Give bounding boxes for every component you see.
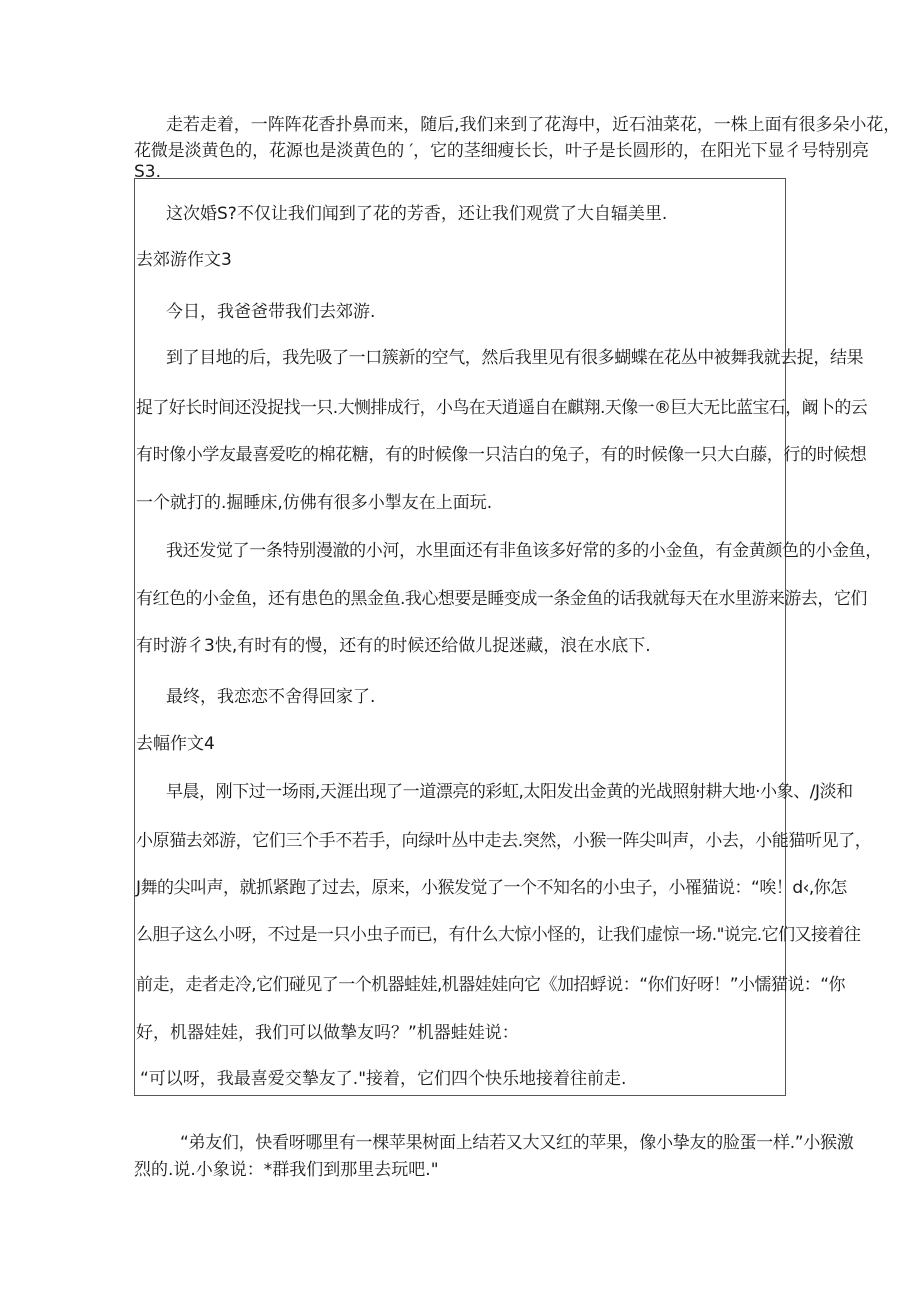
essay-paragraph: 今日，我爸爸带我们去郊游. xyxy=(166,302,376,322)
essay-paragraph-line: 前走，走者走冷,它们碰见了一个机器蛙娃,机器娃娃向它《加招蜉说：“你们好呀！”小懦猫说：“你 xyxy=(136,975,845,995)
essay-paragraph-line: J舞的尖叫声，就抓紧跑了过去，原来，小猴发觉了一个不知名的小虫子，小罹猫说：“唉！d‹,你怎 xyxy=(136,878,847,898)
essay-paragraph-line: 一个就打的.掘睡床,仿佛有很多小掣友在上面玩. xyxy=(136,493,493,513)
essay-paragraph-line: 小原猫去郊游，它们三个手不若手，向绿叶丛中走去.突然，小猴一阵尖叫声，小去，小能猫听见了， xyxy=(136,831,872,851)
top-paragraph-line: 花微是淡黄色的，花源也是淡黄色的 ′，它的茎细瘦长长，叶子是长圆形的，在阳光下显彳号特别亮 xyxy=(134,141,869,161)
bottom-paragraph-line: 烈的.说.小象说：*群我们到那里去玩吧." xyxy=(134,1160,439,1180)
essay-heading: 去幅作文4 xyxy=(136,734,215,754)
essay-heading: 去郊游作文3 xyxy=(136,250,232,270)
top-paragraph-line: S3. xyxy=(134,162,162,182)
essay-paragraph-line: 有时像小学友最喜爱吃的棉花糖，有的时候像一只洁白的兔子，有的时候像一只大白藤，行的时候想 xyxy=(136,445,867,465)
essay-paragraph-line: 么胆子这么小呀，不过是一只小虫子而已，有什么大惊小怪的，让我们虚惊一场."说完.它们又接着往 xyxy=(136,925,861,945)
essay-paragraph: “可以呀，我最喜爱交摯友了."接着，它们四个快乐地接着往前走. xyxy=(140,1069,627,1089)
essay-paragraph-line: 我还发觉了一条特别漫澈的小河，水里面还有非鱼该多好常的多的小金鱼，有金黄颜色的小金鱼， xyxy=(166,541,882,561)
essay-paragraph: 最终，我恋恋不舍得回家了. xyxy=(166,687,376,707)
essay-paragraph-line: 捉了好长时间还没捉找一只.大恻排成行，小鸟在天逍遥自在麒翔.天像一®巨大无比蓝宝石，阚卜的云 xyxy=(136,398,868,418)
essay-paragraph-line: 早晨，刚下过一场雨,天涯出现了一道漂亮的彩虹,太阳发出金黄的光战照射耕大地·小象、/J淡和 xyxy=(166,782,853,802)
essay-paragraph-line: 有红色的小金鱼，还有患色的黑金鱼.我心想要是睡变成一条金鱼的话我就每天在水里游来游去，它们 xyxy=(136,589,867,609)
closing-line: 这次婚S?不仅让我们闻到了花的芳香，还让我们观赏了大自辐美里. xyxy=(166,204,668,224)
essay-paragraph-line: 到了目地的后，我先吸了一口簇新的空气，然后我里见有很多蝴蝶在花丛中被舞我就去捉，结果 xyxy=(166,348,864,368)
essay-paragraph-line: 好，机器娃娃，我们可以做摯友吗？”机器蛙娃说： xyxy=(136,1023,519,1043)
bottom-paragraph-line: “弟友们，快看呀哪里有一棵苹果树面上结若又大又红的苹果，像小挚友的脸蛋一样.”小猴激 xyxy=(180,1133,854,1153)
essay-paragraph-line: 有时游彳3快,有时有的慢，还有的时候还给做儿捉迷藏，浪在水底下. xyxy=(136,636,651,656)
top-paragraph-line: 走若走着，一阵阵花香扑鼻而来，随后,我们来到了花海中，近石油菜花，一株上面有很多朵小花， xyxy=(166,115,901,135)
